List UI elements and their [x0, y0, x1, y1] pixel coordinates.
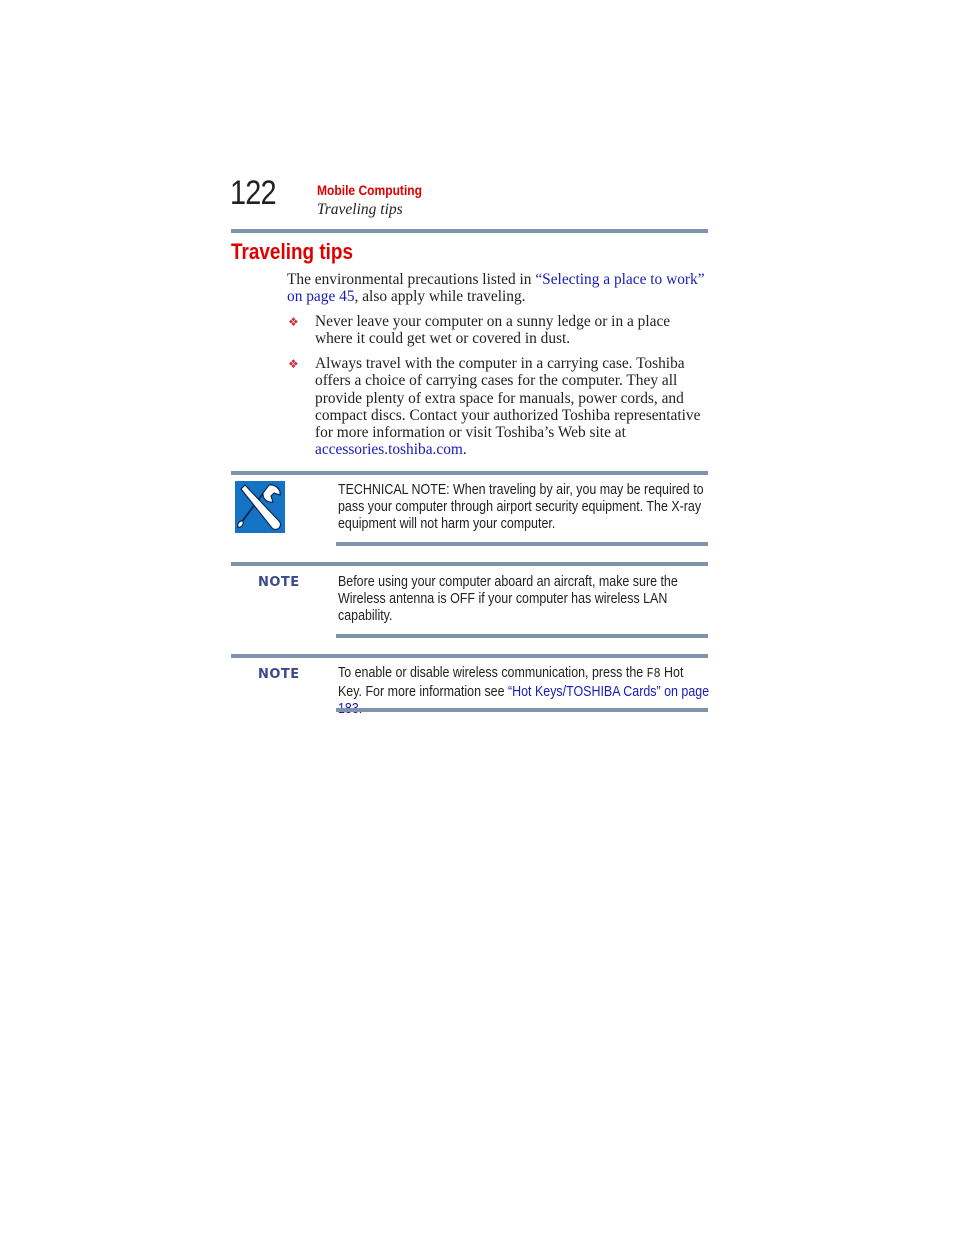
note1-label: NOTE — [258, 575, 300, 590]
bullet-icon: ❖ — [288, 315, 299, 329]
f8-key: F8 — [646, 666, 661, 682]
bullet-text: Always travel with the computer in a carrying case. Toshiba offers a choice of carrying cases for the computer. They all provide plenty of extra space for manuals, power cords, and compact discs. Contact your authorized Toshiba representative for more information or visit Toshiba’s Web site at — [315, 355, 701, 442]
hot-keys-link[interactable]: “Hot Keys/TOSHIBA Cards” on page — [507, 683, 710, 701]
intro-paragraph — [287, 271, 712, 306]
accessories-link[interactable]: accessories.toshiba.com — [315, 441, 463, 459]
page-number: 122 — [230, 174, 276, 212]
section-heading: Traveling tips — [231, 239, 353, 264]
chapter-title: Mobile Computing — [317, 182, 423, 198]
note1-bottom-rule — [336, 634, 708, 638]
bullet-icon: ❖ — [288, 357, 299, 371]
note2-text-middle: Hot Key. For more information see — [338, 664, 684, 701]
header-rule — [231, 229, 708, 233]
wrench-icon-graphic — [235, 481, 285, 533]
technical-note-bottom-rule — [336, 542, 708, 546]
note2-bottom-rule — [336, 708, 708, 712]
note2-label: NOTE — [258, 667, 300, 682]
wrench-icon — [235, 481, 285, 533]
subsection-title: Traveling tips — [317, 201, 403, 218]
bullet-text-after: . — [462, 441, 467, 459]
intro-text: The environmental precautions listed in — [287, 271, 536, 288]
note2-top-rule — [231, 654, 708, 658]
note1-text: Before using your computer aboard an aircraft, make sure the Wireless antenna is OFF if your computer has wireless LAN capability. — [338, 573, 678, 625]
technical-note-text: TECHNICAL NOTE: When traveling by air, you may be required to pass your computer through airport security equipment. The X-ray equipment will not harm your computer. — [338, 481, 704, 533]
note1-top-rule — [231, 562, 708, 566]
intro-text-after: , also apply while traveling. — [354, 288, 526, 306]
bullet-item — [315, 355, 710, 459]
selecting-place-link[interactable]: “Selecting a place to work” on page 45 — [287, 271, 705, 306]
technical-note-top-rule — [231, 471, 708, 475]
bullet-item: Never leave your computer on a sunny ledge or in a place where it could get wet or covered in dust. — [315, 313, 671, 348]
note2-text-before: To enable or disable wireless communication, press the — [338, 664, 647, 681]
